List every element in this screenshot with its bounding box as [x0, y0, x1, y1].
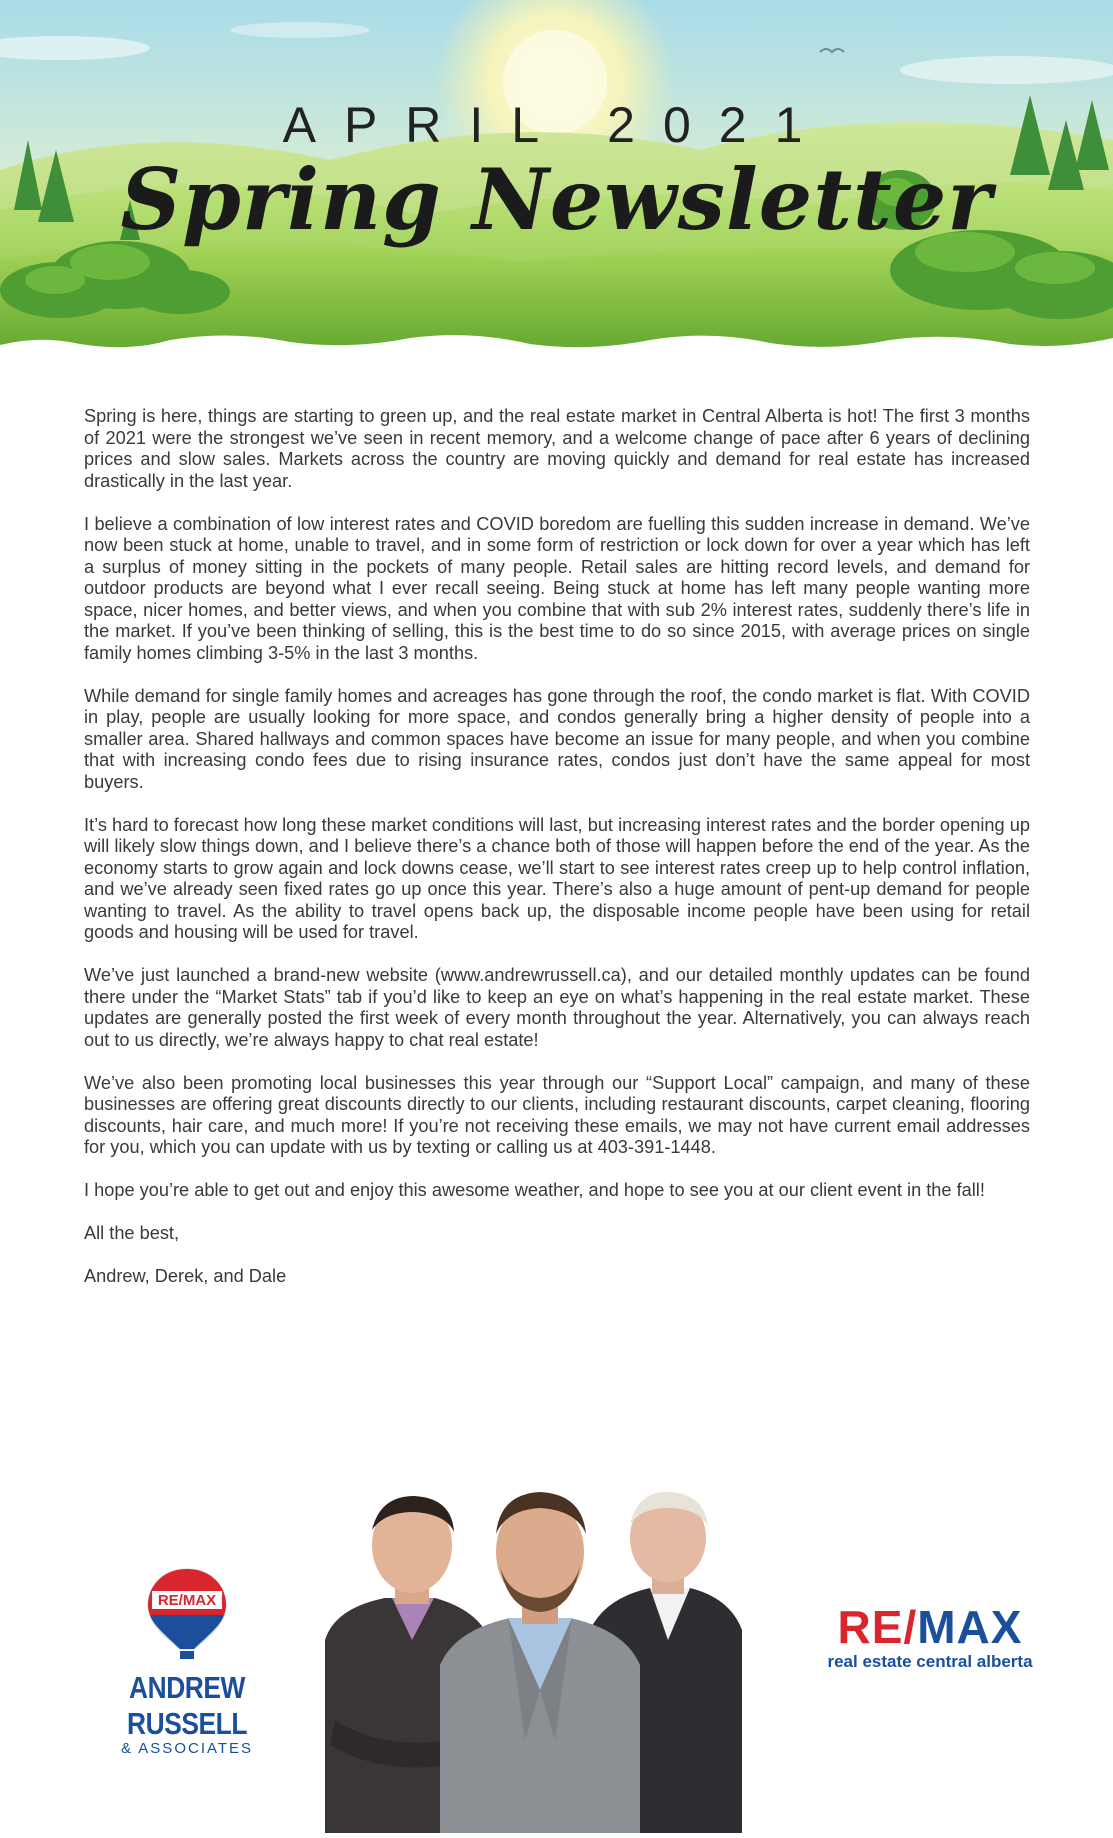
- team-suffix: & ASSOCIATES: [120, 1740, 254, 1757]
- header-banner: [0, 0, 1113, 360]
- team-name: ANDREW RUSSELL: [126, 1670, 248, 1741]
- letter-paragraph: I believe a combination of low interest rates and COVID boredom are fuelling this sudden increase in demand. We’ve now been stuck at home, unable to travel, and in some form of restriction or lock down for over a year which has left a surplus of money sitting in the pockets of many people. Retail sales are hitting record levels, and demand for outdoor products are beyond what I ever recall seeing. Being stuck at home has left many people wanting more space, nicer homes, and better views, and when you combine that with sub 2% interest rates, suddenly there’s life in the market. If you’ve been thinking of selling, this is the best time to do so since 2015, with average prices on single family homes climbing 3-5% in the last 3 months.: [84, 513, 1030, 663]
- letter-body: [84, 406, 1030, 1309]
- letter-paragraph: We’ve also been promoting local businesses this year through our “Support Local” campaign, and many of these businesses are offering great discounts directly to our clients, including restaurant discounts, carpet cleaning, flooring discounts, hair care, and much more! If you’re not receiving these emails, we may not have current email addresses for you, which you can update with us by texting or calling us at 403-391-1448.: [84, 1072, 1030, 1157]
- remax-balloon-icon: [142, 1565, 232, 1663]
- letter-paragraph: Spring is here, things are starting to green up, and the real estate market in Central Alberta is hot! The first 3 months of 2021 were the strongest we’ve seen in recent memory, and a welcome change of pace after 6 years of declining prices and slow sales. Markets across the country are moving quickly and demand for real estate has increased drastically in the last year.: [84, 406, 1030, 491]
- remax-slash: /: [903, 1601, 918, 1653]
- letter-signature: Andrew, Derek, and Dale: [84, 1266, 287, 1286]
- letter-paragraph: It’s hard to forecast how long these market conditions will last, but increasing interest rates and the border opening up will likely slow things down, and I believe there’s a chance both of those will happen before the end of the year. As the economy starts to grow again and lock downs cease, we’ll start to see interest rates creep up to help control inflation, and we’ve already seen fixed rates go up once this year. There’s also a huge amount of pent-up demand for people wanting to travel. As the ability to travel opens back up, the disposable income people have been using for retail goods and housing will be used for travel.: [84, 814, 1030, 942]
- letter-paragraph: I hope you’re able to get out and enjoy this awesome weather, and hope to see you at our client event in the fall!: [84, 1180, 985, 1200]
- letter-closing: All the best,: [84, 1223, 180, 1243]
- letter-paragraph: While demand for single family homes and acreages has gone through the roof, the condo market is flat. With COVID in play, people are usually looking for more space, and condos generally bring a higher density of people into a smaller area. Shared hallways and common spaces have become an issue for many people, and when you combine that with increasing condo fees due to rising insurance rates, condos just don’t have the same appeal for most buyers.: [84, 685, 1030, 792]
- newsletter-date: APRIL 2021: [282, 97, 831, 153]
- remax-brand-logo: [810, 1601, 1050, 1672]
- remax-re: RE: [837, 1601, 904, 1653]
- newsletter-title: Spring Newsletter: [120, 150, 993, 249]
- balloon-label: RE/MAX: [157, 1592, 217, 1609]
- remax-tagline: real estate central alberta: [827, 1652, 1033, 1671]
- letter-paragraph: We’ve just launched a brand-new website (www.andrewrussell.ca), and our detailed monthly updates can be found there under the “Market Stats” tab if you’d like to keep an eye on what’s happening in the real estate market. These updates are generally posted the first week of every month throughout the year. Alternatively, you can always reach out to us directly, we’re always happy to chat real estate!: [84, 965, 1030, 1050]
- remax-max: MAX: [917, 1601, 1023, 1653]
- remax-wordmark: [810, 1601, 1050, 1653]
- andrew-russell-logo: [62, 1565, 312, 1757]
- person-center: [440, 1492, 640, 1833]
